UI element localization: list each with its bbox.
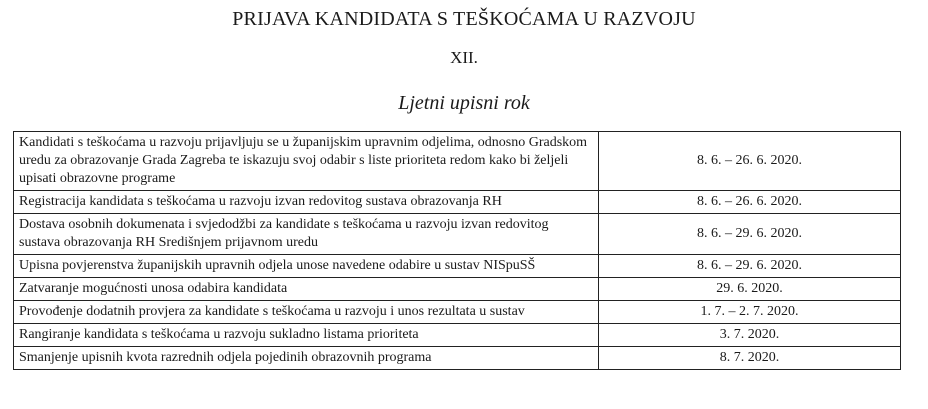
row-date: 8. 6. – 26. 6. 2020. (599, 132, 901, 191)
table-row (14, 214, 901, 255)
row-date: 8. 6. – 29. 6. 2020. (599, 214, 901, 255)
table-row (14, 324, 901, 347)
row-description: Dostava osobnih dokumenata i svjedodžbi za kandidate s teškoćama u razvoju izvan redovitog sustava obrazovanja RH Središnjem prijavnom uredu (14, 214, 599, 255)
row-description: Upisna povjerenstva županijskih upravnih odjela unose navedene odabire u sustav NISpuSŠ (14, 255, 599, 278)
row-description: Rangiranje kandidata s teškoćama u razvoju sukladno listama prioriteta (14, 324, 599, 347)
table-row (14, 347, 901, 370)
row-description: Zatvaranje mogućnosti unosa odabira kandidata (14, 278, 599, 301)
row-date: 29. 6. 2020. (599, 278, 901, 301)
row-description: Registracija kandidata s teškoćama u razvoju izvan redovitog sustava obrazovanja RH (14, 191, 599, 214)
schedule-table (13, 131, 901, 370)
document-title: PRIJAVA KANDIDATA S TEŠKOĆAMA U RAZVOJU (232, 8, 696, 30)
section-subtitle: Ljetni upisni rok (398, 92, 530, 114)
row-description: Kandidati s teškoćama u razvoju prijavljuju se u županijskim upravnim odjelima, odnosno Gradskom uredu za obrazovanje Grada Zagreba te iskazuju svoj odabir s liste prioriteta redom kako bi željeli upisati obrazovne programe (14, 132, 599, 191)
table-row (14, 301, 901, 324)
row-date: 8. 6. – 26. 6. 2020. (599, 191, 901, 214)
table-row (14, 278, 901, 301)
table-row (14, 191, 901, 214)
table-row (14, 255, 901, 278)
row-date: 3. 7. 2020. (599, 324, 901, 347)
row-date: 8. 7. 2020. (599, 347, 901, 370)
row-description: Smanjenje upisnih kvota razrednih odjela pojedinih obrazovnih programa (14, 347, 599, 370)
table-row (14, 132, 901, 191)
row-date: 8. 6. – 29. 6. 2020. (599, 255, 901, 278)
row-description: Provođenje dodatnih provjera za kandidate s teškoćama u razvoju i unos rezultata u sustav (14, 301, 599, 324)
section-number: XII. (450, 48, 478, 67)
row-date: 1. 7. – 2. 7. 2020. (599, 301, 901, 324)
